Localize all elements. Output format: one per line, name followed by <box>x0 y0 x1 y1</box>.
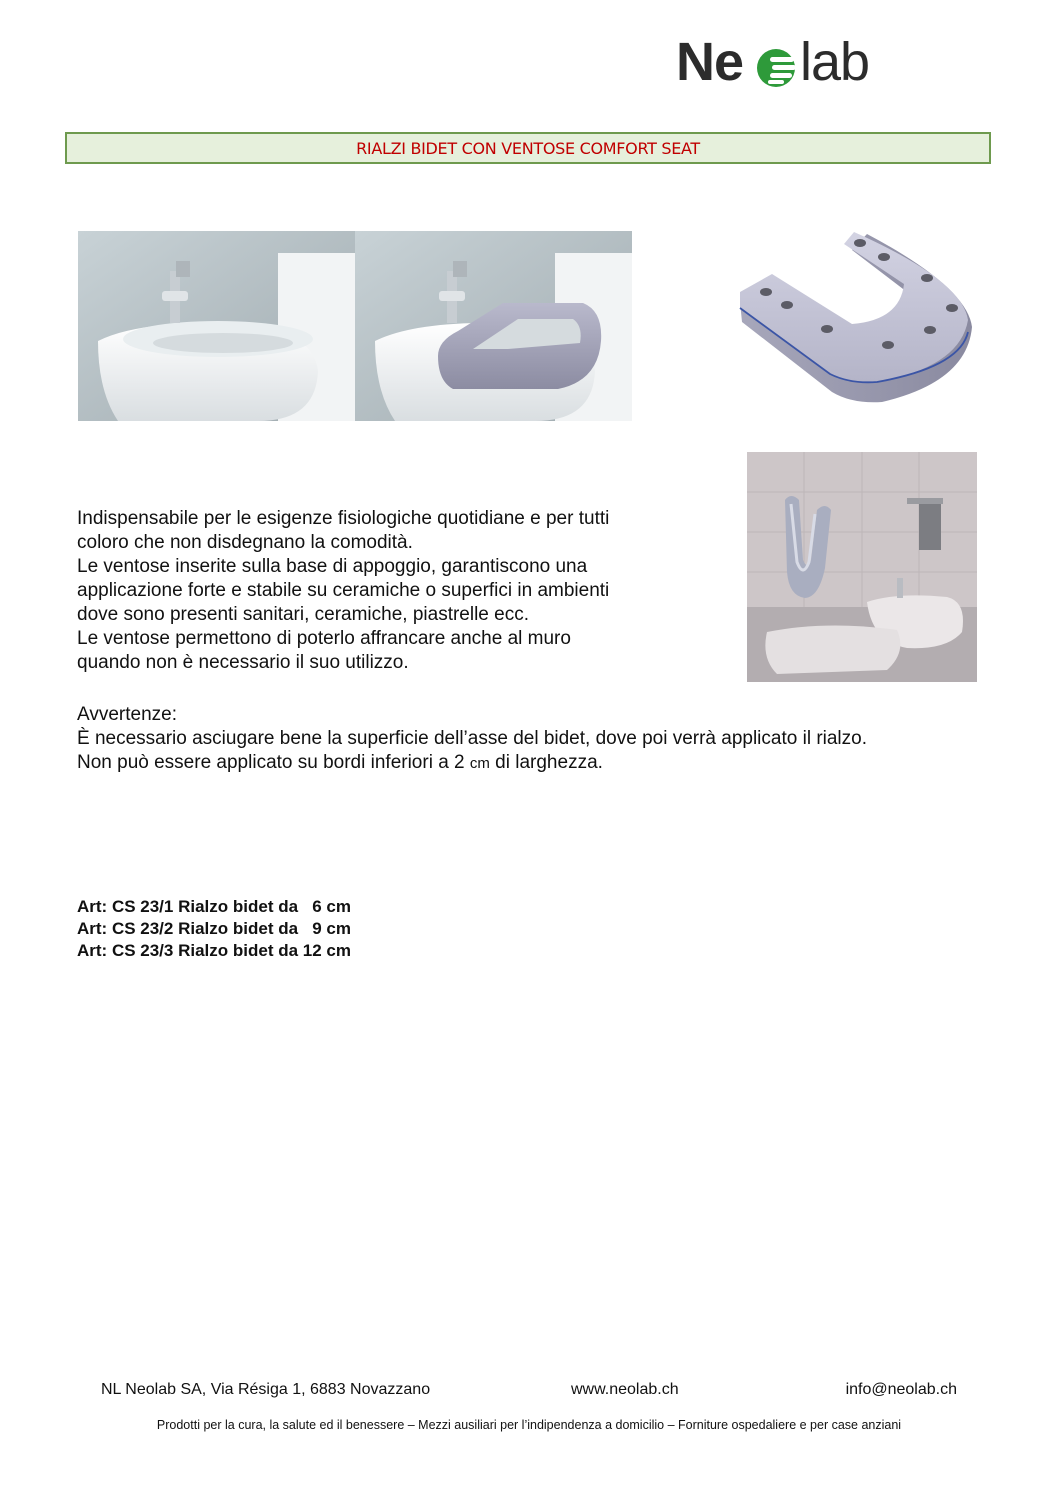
neolab-logo <box>676 32 906 96</box>
warning-text: di larghezza. <box>489 752 603 773</box>
warning-text: Non può essere applicato su bordi inferiori a 2 <box>77 752 470 773</box>
article-item: Art: CS 23/1 Rialzo bidet da 6 cm <box>77 897 351 916</box>
description-line: coloro che non disdegnano la comodità. <box>77 532 413 553</box>
warning-unit: cm <box>469 755 490 772</box>
footer-email-link[interactable]: info@neolab.ch <box>845 1381 957 1398</box>
description-line: Le ventose permettono di poterlo affrancare anche al muro <box>77 628 571 649</box>
warnings-section <box>77 703 997 776</box>
footer-website-link[interactable]: www.neolab.ch <box>571 1381 679 1398</box>
page-title: RIALZI BIDET CON VENTOSE COMFORT SEAT <box>356 138 700 158</box>
warnings-heading: Avvertenze: <box>77 704 177 725</box>
article-item: Art: CS 23/3 Rialzo bidet da 12 cm <box>77 941 351 960</box>
wall-mounted-seat-image <box>747 452 977 682</box>
title-bar <box>65 132 991 164</box>
footer-tagline: Prodotti per la cura, la salute ed il benessere – Mezzi ausiliari per l’indipendenza a domicilio – Forniture ospedaliere e per case anziani <box>156 1418 902 1432</box>
bidet-before-after-image <box>78 231 632 421</box>
description-line: quando non è necessario il suo utilizzo. <box>77 652 409 673</box>
warning-line: È necessario asciugare bene la superficie dell’asse del bidet, dove poi verrà applicato il rialzo. <box>77 728 868 749</box>
logo-hand-icon <box>754 46 798 90</box>
article-item: Art: CS 23/2 Rialzo bidet da 9 cm <box>77 919 351 938</box>
footer-address: NL Neolab SA, Via Résiga 1, 6883 Novazzano <box>101 1381 431 1398</box>
warning-line <box>77 751 997 776</box>
article-list <box>77 896 351 962</box>
description-line: Indispensabile per le esigenze fisiologiche quotidiane e per tutti <box>77 508 610 529</box>
product-description <box>77 507 697 675</box>
logo-text-lab: lab <box>800 32 870 92</box>
description-line: Le ventose inserite sulla base di appoggio, garantiscono una <box>77 556 588 577</box>
comfort-seat-product-image <box>732 232 980 410</box>
description-line: applicazione forte e stabile su ceramiche o superfici in ambienti <box>77 580 610 601</box>
description-line: dove sono presenti sanitari, ceramiche, piastrelle ecc. <box>77 604 530 625</box>
logo-text-ne: Ne <box>676 32 744 92</box>
